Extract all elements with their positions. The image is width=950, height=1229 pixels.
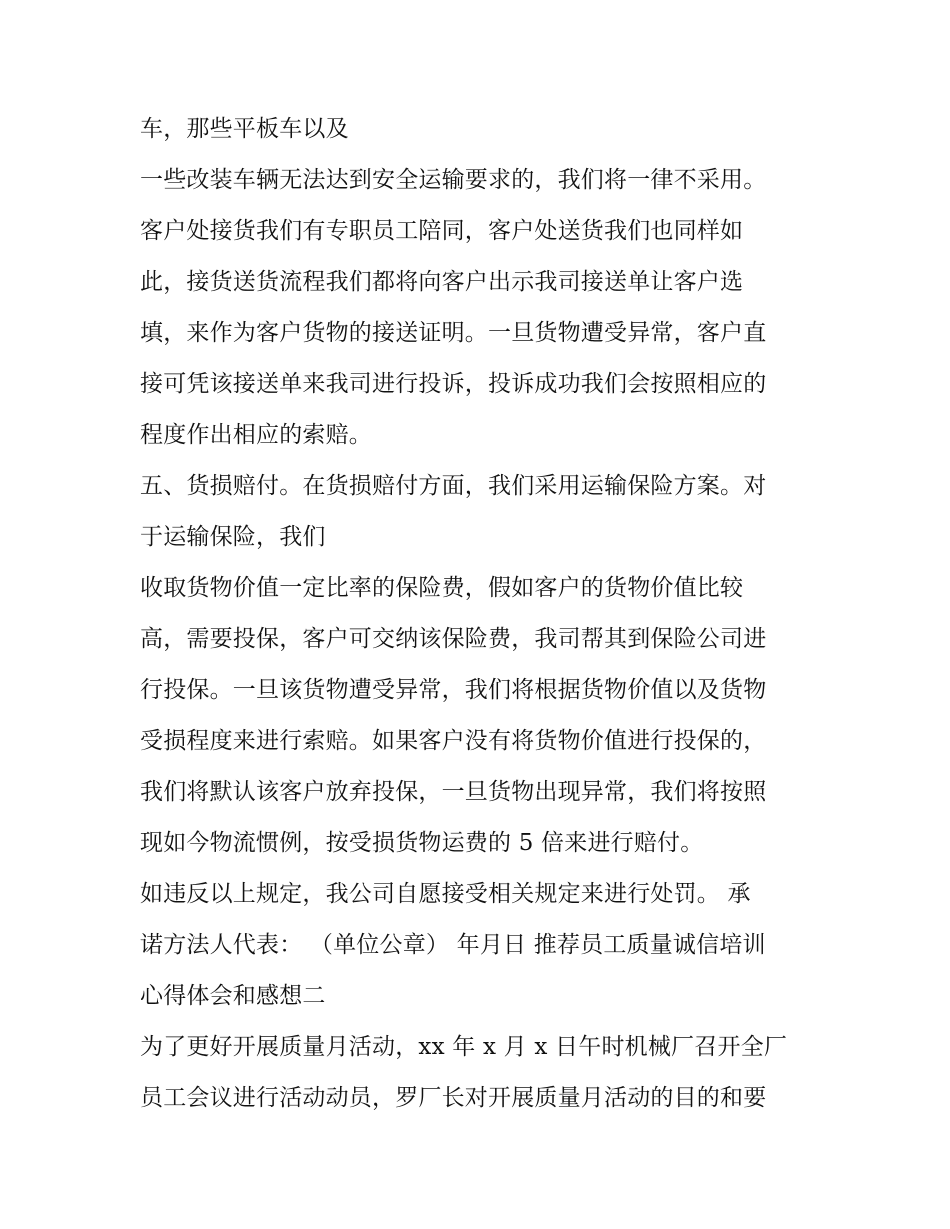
text-line: 车，那些平板车以及: [140, 116, 349, 142]
text-line: 现如今物流惯例，按受损货物运费的 5 倍来进行赔付。: [140, 830, 704, 856]
text-line: 五、货损赔付。在货损赔付方面，我们采用运输保险方案。对: [140, 473, 767, 499]
text-line: 受损程度来进行索赔。如果客户没有将货物价值进行投保的，: [140, 728, 767, 754]
text-line: 心得体会和感想二: [140, 983, 326, 1009]
text-line: 如违反以上规定，我公司自愿接受相关规定来进行处罚。 承: [140, 881, 751, 907]
text-line: 诺方法人代表： （单位公章） 年月日 推荐员工质量诚信培训: [140, 932, 766, 958]
text-line: 收取货物价值一定比率的保险费，假如客户的货物价值比较: [140, 575, 744, 601]
text-line: 行投保。一旦该货物遭受异常，我们将根据货物价值以及货物: [140, 677, 767, 703]
text-line: 员工会议进行活动动员，罗厂长对开展质量月活动的目的和要: [140, 1085, 767, 1111]
text-line: 我们将默认该客户放弃投保，一旦货物出现异常，我们将按照: [140, 779, 767, 805]
text-line: 填，来作为客户货物的接送证明。一旦货物遭受异常，客户直: [140, 320, 767, 346]
text-line: 此，接货送货流程我们都将向客户出示我司接送单让客户选: [140, 269, 744, 295]
text-line: 接可凭该接送单来我司进行投诉，投诉成功我们会按照相应的: [140, 371, 767, 397]
text-line: 高，需要投保，客户可交纳该保险费，我司帮其到保险公司进: [140, 626, 767, 652]
document-body: [140, 109, 820, 1129]
text-line: 一些改装车辆无法达到安全运输要求的，我们将一律不采用。: [140, 167, 767, 193]
text-line: 为了更好开展质量月活动，xx 年 x 月 x 日午时机械厂召开全厂: [140, 1034, 788, 1060]
text-line: 客户处接货我们有专职员工陪同，客户处送货我们也同样如: [140, 218, 744, 244]
text-line: 程度作出相应的索赔。: [140, 422, 372, 448]
text-line: 于运输保险，我们: [140, 524, 326, 550]
